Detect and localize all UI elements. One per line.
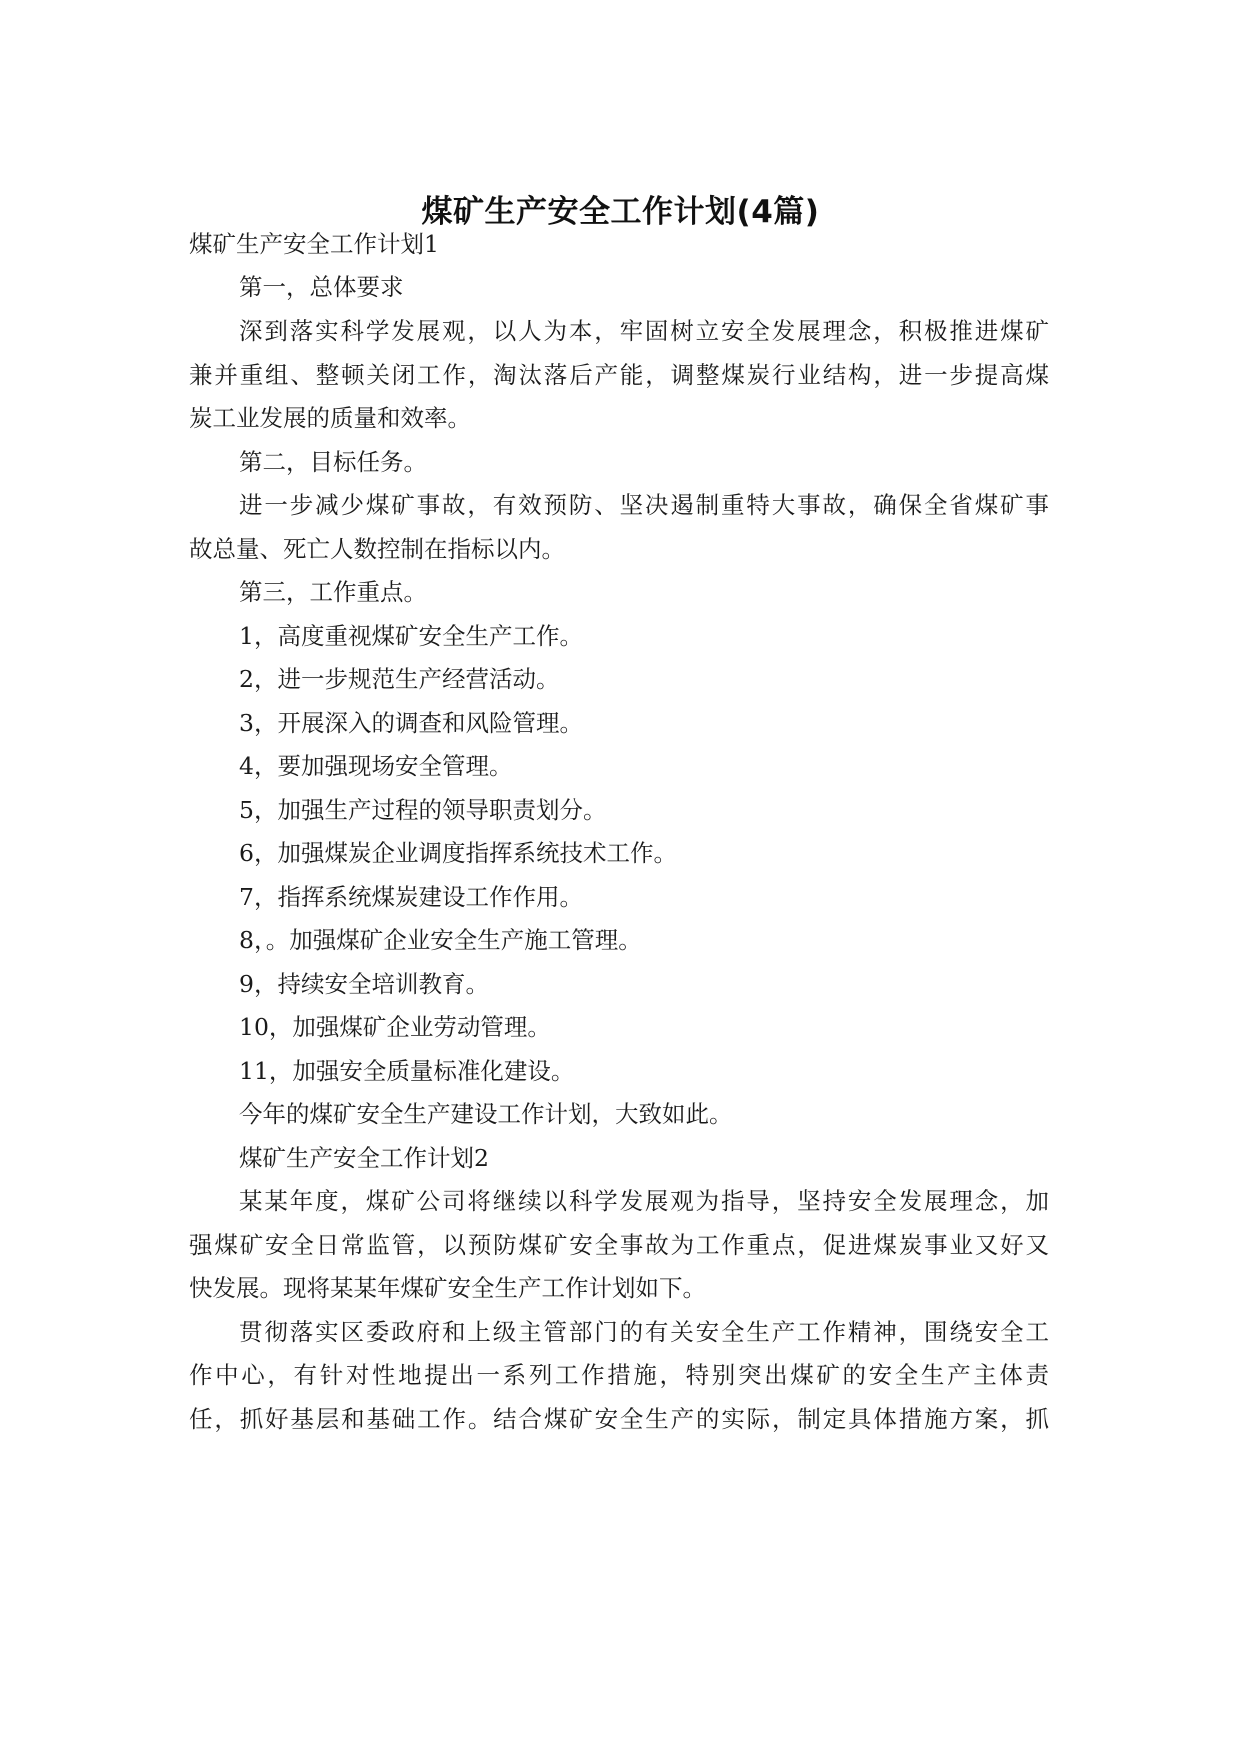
list-item: 7，指挥系统煤炭建设工作作用。 xyxy=(239,883,583,911)
paragraph-line: 进一步减少煤矿事故，有效预防、坚决遏制重特大事故，确保全省煤矿事 xyxy=(239,491,1049,519)
paragraph-line: 炭工业发展的质量和效率。 xyxy=(189,404,471,432)
list-item: 10，加强煤矿企业劳动管理。 xyxy=(239,1013,551,1041)
list-item: 11，加强安全质量标准化建设。 xyxy=(239,1057,575,1085)
paragraph-line: 任，抓好基层和基础工作。结合煤矿安全生产的实际，制定具体措施方案，抓 xyxy=(189,1405,1049,1433)
paragraph-line: 今年的煤矿安全生产建设工作计划，大致如此。 xyxy=(239,1100,733,1128)
paragraph-line: 贯彻落实区委政府和上级主管部门的有关安全生产工作精神，围绕安全工 xyxy=(239,1318,1049,1346)
paragraph-line: 第一，总体要求 xyxy=(239,273,404,301)
paragraph-line: 第三，工作重点。 xyxy=(239,578,427,606)
list-item: 2，进一步规范生产经营活动。 xyxy=(239,665,560,693)
paragraph-line: 强煤矿安全日常监管，以预防煤矿安全事故为工作重点，促进煤炭事业又好又 xyxy=(189,1231,1049,1259)
list-item: 6，加强煤炭企业调度指挥系统技术工作。 xyxy=(239,839,677,867)
paragraph-line: 作中心，有针对性地提出一系列工作措施，特别突出煤矿的安全生产主体责 xyxy=(189,1361,1049,1389)
paragraph-line: 快发展。现将某某年煤矿安全生产工作计划如下。 xyxy=(189,1274,706,1302)
list-item: 1，高度重视煤矿安全生产工作。 xyxy=(239,622,583,650)
paragraph-line: 第二，目标任务。 xyxy=(239,448,427,476)
document-title: 煤矿生产安全工作计划(4篇) xyxy=(421,194,820,230)
paragraph-line: 兼并重组、整顿关闭工作，淘汰落后产能，调整煤炭行业结构，进一步提高煤 xyxy=(189,361,1049,389)
section-heading-plan-2: 煤矿生产安全工作计划2 xyxy=(239,1144,489,1172)
section-heading-plan-1: 煤矿生产安全工作计划1 xyxy=(189,230,439,258)
list-item: 4，要加强现场安全管理。 xyxy=(239,752,513,780)
list-item: 9，持续安全培训教育。 xyxy=(239,970,489,998)
paragraph-line: 深到落实科学发展观，以人为本，牢固树立安全发展理念，积极推进煤矿 xyxy=(239,317,1049,345)
paragraph-line: 故总量、死亡人数控制在指标以内。 xyxy=(189,535,565,563)
list-item: 8，。加强煤矿企业安全生产施工管理。 xyxy=(239,926,642,954)
list-item: 5，加强生产过程的领导职责划分。 xyxy=(239,796,607,824)
paragraph-line: 某某年度，煤矿公司将继续以科学发展观为指导，坚持安全发展理念，加 xyxy=(239,1187,1049,1215)
list-item: 3，开展深入的调查和风险管理。 xyxy=(239,709,583,737)
